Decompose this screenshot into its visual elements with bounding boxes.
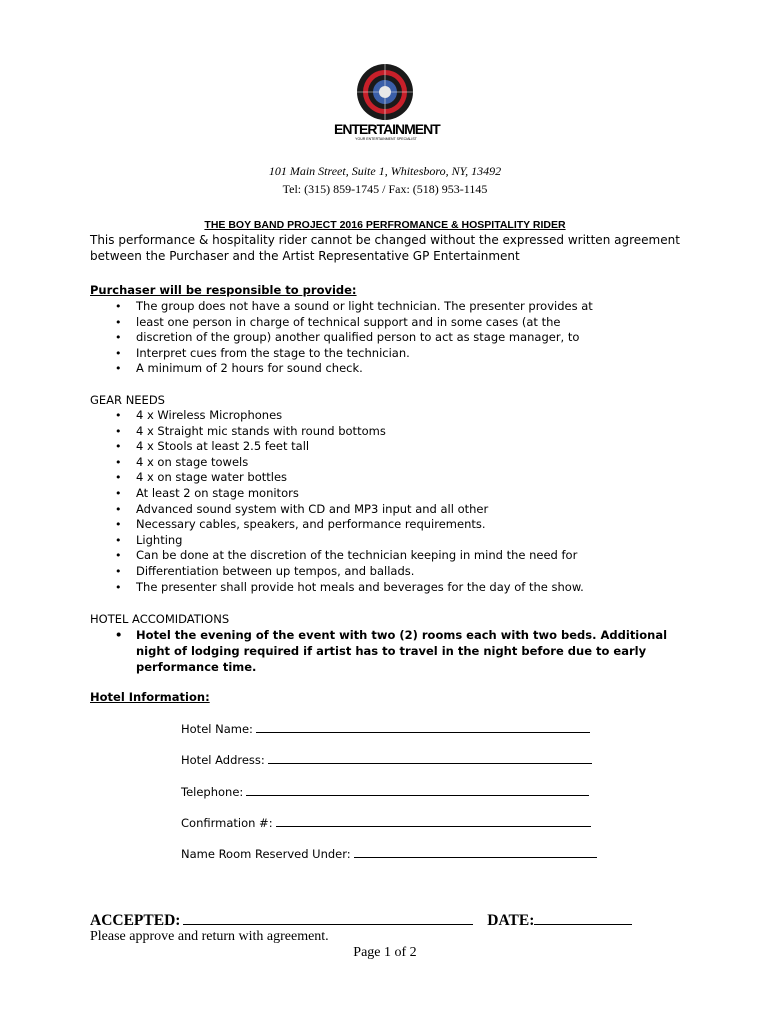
hotel-name-input[interactable] [256, 721, 590, 733]
list-item: • 4 x on stage water bottles [90, 470, 584, 486]
list-item: • A minimum of 2 hours for sound check. [90, 361, 593, 377]
purchaser-list [90, 299, 593, 377]
gear-list [90, 408, 584, 595]
list-item: • 4 x Stools at least 2.5 feet tall [90, 439, 584, 455]
telephone-field [181, 784, 589, 799]
list-item: • 4 x on stage towels [90, 455, 584, 471]
reserved-name-input[interactable] [354, 846, 597, 858]
list-item: • Necessary cables, speakers, and performance requirements. [90, 517, 584, 533]
address-street: 101 Main Street, Suite 1, Whitesboro, NY, 13492 [268, 164, 502, 178]
accepted-line [90, 910, 632, 930]
hotel-list [90, 627, 696, 675]
list-item: • Hotel the evening of the event with two (2) rooms each with two beds. Additional night of lodging required if artist has to travel in the night before due to early performance time. [90, 627, 696, 675]
intro-line: between the Purchaser and the Artist Representative GP Entertainment [90, 248, 520, 263]
list-item: • Differentiation between up tempos, and ballads. [90, 564, 584, 580]
page-number: Page 1 of 2 [353, 945, 417, 960]
list-item: • Can be done at the discretion of the technician keeping in mind the need for [90, 548, 584, 564]
purchaser-heading: Purchaser will be responsible to provide: [90, 283, 357, 297]
list-item: • Advanced sound system with CD and MP3 input and all other [90, 502, 584, 518]
list-item: • least one person in charge of technical support and in some cases (at the [90, 315, 593, 331]
list-item: • 4 x Wireless Microphones [90, 408, 584, 424]
list-item: • The presenter shall provide hot meals and beverages for the day of the show. [90, 580, 584, 596]
list-item: • Lighting [90, 533, 584, 549]
telephone-input[interactable] [246, 784, 589, 796]
hotel-name-field [181, 721, 590, 736]
hotel-info-heading: Hotel Information: [90, 690, 210, 704]
hotel-address-label: Hotel Address: [181, 753, 265, 767]
logo-wordmark: ENTERTAINMENT [334, 121, 440, 137]
telephone-label: Telephone: [181, 785, 244, 799]
address-phone: Tel: (315) 859-1745 / Fax: (518) 953-1145 [282, 182, 488, 196]
list-item: • At least 2 on stage monitors [90, 486, 584, 502]
list-item: • Interpret cues from the stage to the technician. [90, 346, 593, 362]
page-title: THE BOY BAND PROJECT 2016 PERFROMANCE & HOSPITALITY RIDER [204, 219, 566, 231]
accepted-label: ACCEPTED: [90, 912, 181, 929]
date-label: DATE: [487, 912, 535, 929]
confirmation-input[interactable] [276, 815, 591, 827]
confirmation-field [181, 815, 591, 830]
confirmation-label: Confirmation #: [181, 816, 273, 830]
list-item: • discretion of the group) another qualified person to act as stage manager, to [90, 330, 593, 346]
list-item: • 4 x Straight mic stands with round bottoms [90, 424, 584, 440]
hotel-name-label: Hotel Name: [181, 722, 253, 736]
hotel-address-input[interactable] [268, 752, 592, 764]
logo-tagline: YOUR ENTERTAINMENT SPECIALIST [355, 137, 417, 141]
hotel-heading: HOTEL ACCOMIDATIONS [90, 612, 230, 626]
intro-line: This performance & hospitality rider cannot be changed without the expressed written agreement [90, 233, 680, 247]
reserved-name-field [181, 846, 597, 861]
gear-heading: GEAR NEEDS [90, 393, 165, 407]
date-input[interactable] [534, 910, 632, 925]
hotel-address-field [181, 752, 592, 767]
accepted-signature-input[interactable] [183, 910, 473, 925]
list-item: • The group does not have a sound or light technician. The presenter provides at [90, 299, 593, 315]
intro-paragraph [90, 233, 680, 264]
approve-note: Please approve and return with agreement. [90, 929, 329, 944]
reserved-name-label: Name Room Reserved Under: [181, 847, 351, 861]
